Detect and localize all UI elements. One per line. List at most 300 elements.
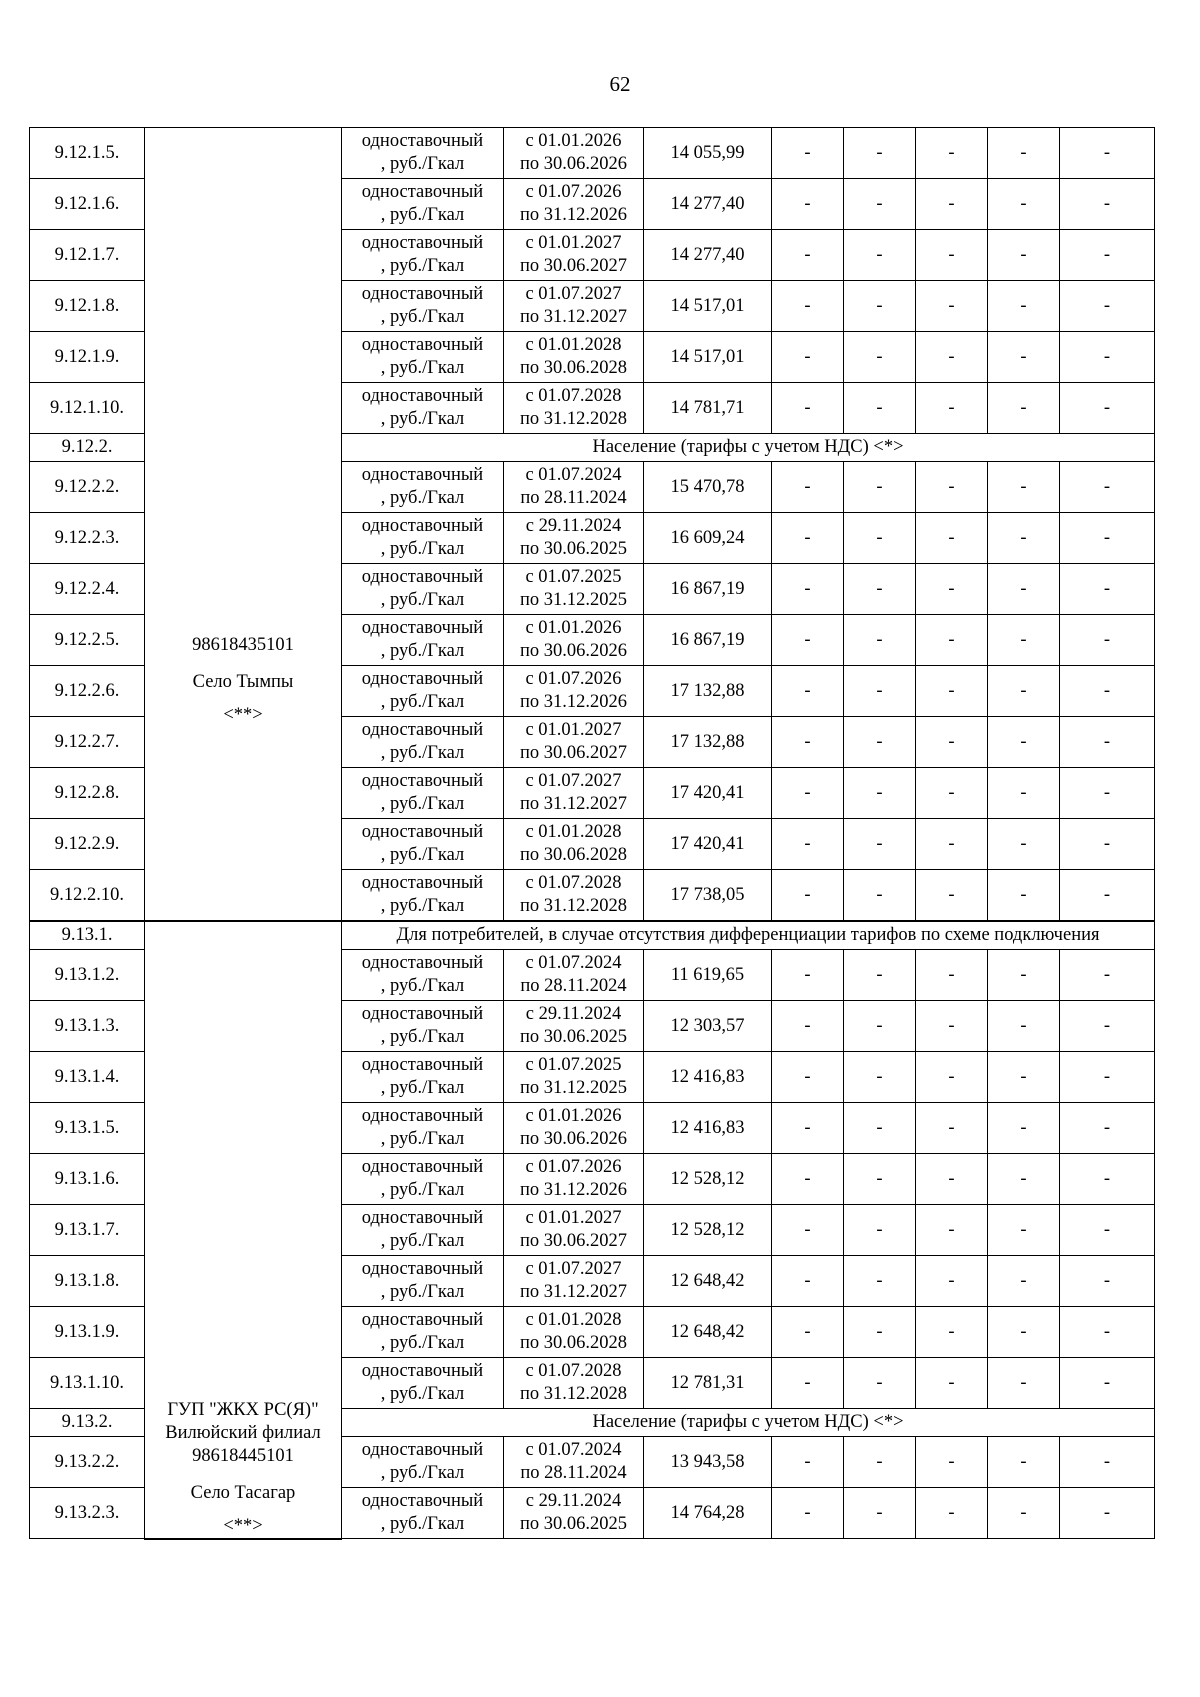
tariff-value-cell: 12 416,83 xyxy=(644,1052,772,1103)
empty-value-cell: - xyxy=(1060,819,1155,870)
empty-value-cell: - xyxy=(988,332,1060,383)
empty-value-cell: - xyxy=(844,666,916,717)
empty-value-cell: - xyxy=(1060,179,1155,230)
tariff-value-cell: 12 528,12 xyxy=(644,1154,772,1205)
period-to: по 31.12.2026 xyxy=(519,1180,628,1200)
empty-value-cell: - xyxy=(1060,383,1155,434)
period-cell xyxy=(504,179,644,230)
empty-value-cell: - xyxy=(916,1001,988,1052)
empty-value-cell: - xyxy=(988,1103,1060,1154)
empty-value-cell: - xyxy=(916,768,988,819)
period-from: с 01.07.2024 xyxy=(525,465,622,485)
footnote-mark: <**> xyxy=(223,1515,263,1536)
tariff-unit-line: , руб./Гкал xyxy=(380,1180,465,1200)
empty-value-cell: - xyxy=(1060,332,1155,383)
empty-value-cell: - xyxy=(772,1052,844,1103)
tariff-type-cell xyxy=(342,179,504,230)
period-from: с 01.01.2028 xyxy=(525,1310,622,1330)
tariff-table-body xyxy=(30,128,1155,1539)
row-number-cell: 9.12.2.5. xyxy=(30,615,145,666)
empty-value-cell: - xyxy=(1060,1488,1155,1539)
period-cell xyxy=(504,1052,644,1103)
empty-value-cell: - xyxy=(772,819,844,870)
empty-value-cell: - xyxy=(988,128,1060,179)
empty-value-cell: - xyxy=(772,717,844,768)
empty-value-cell: - xyxy=(844,1358,916,1409)
empty-value-cell: - xyxy=(844,1001,916,1052)
empty-value-cell: - xyxy=(1060,1154,1155,1205)
period-to: по 30.06.2026 xyxy=(519,641,628,661)
empty-value-cell: - xyxy=(988,513,1060,564)
empty-value-cell: - xyxy=(844,513,916,564)
empty-value-cell: - xyxy=(772,1437,844,1488)
empty-value-cell: - xyxy=(988,383,1060,434)
tariff-unit-line: , руб./Гкал xyxy=(380,976,465,996)
tariff-type-cell xyxy=(342,819,504,870)
empty-value-cell: - xyxy=(844,1307,916,1358)
tariff-unit-line: , руб./Гкал xyxy=(380,1078,465,1098)
row-number-cell: 9.13.1.7. xyxy=(30,1205,145,1256)
empty-value-cell: - xyxy=(772,870,844,922)
tariff-type-line: одноставочный xyxy=(361,1310,484,1330)
tariff-value-cell: 17 420,41 xyxy=(644,768,772,819)
empty-value-cell: - xyxy=(1060,768,1155,819)
empty-value-cell: - xyxy=(1060,230,1155,281)
spacer xyxy=(149,657,337,671)
empty-value-cell: - xyxy=(844,1205,916,1256)
tariff-type-cell xyxy=(342,1205,504,1256)
period-to: по 31.12.2026 xyxy=(519,205,628,225)
empty-value-cell: - xyxy=(1060,1205,1155,1256)
period-to: по 30.06.2027 xyxy=(519,256,628,276)
period-to: по 30.06.2025 xyxy=(519,1027,628,1047)
tariff-type-line: одноставочный xyxy=(361,1440,484,1460)
empty-value-cell: - xyxy=(844,615,916,666)
row-number-cell: 9.12.1.8. xyxy=(30,281,145,332)
period-cell xyxy=(504,1103,644,1154)
row-number-cell: 9.12.2.4. xyxy=(30,564,145,615)
empty-value-cell: - xyxy=(772,1358,844,1409)
tariff-type-line: одноставочный xyxy=(361,182,484,202)
empty-value-cell: - xyxy=(844,1154,916,1205)
tariff-type-line: одноставочный xyxy=(361,1157,484,1177)
period-from: с 01.07.2026 xyxy=(525,1157,622,1177)
tariff-type-line: одноставочный xyxy=(361,1208,484,1228)
empty-value-cell: - xyxy=(916,1256,988,1307)
tariff-table xyxy=(29,127,1155,1540)
row-number-cell: 9.13.1.2. xyxy=(30,950,145,1001)
empty-value-cell: - xyxy=(844,1256,916,1307)
okato-code: 98618435101 xyxy=(192,635,294,655)
row-number-cell: 9.12.2.8. xyxy=(30,768,145,819)
period-cell xyxy=(504,950,644,1001)
tariff-type-line: одноставочный xyxy=(361,386,484,406)
period-cell xyxy=(504,281,644,332)
tariff-value-cell: 14 781,71 xyxy=(644,383,772,434)
okato-code: 98618445101 xyxy=(192,1445,294,1466)
empty-value-cell: - xyxy=(772,332,844,383)
period-to: по 31.12.2027 xyxy=(519,307,628,327)
tariff-value-cell: 16 867,19 xyxy=(644,564,772,615)
empty-value-cell: - xyxy=(916,462,988,513)
tariff-unit-line: , руб./Гкал xyxy=(380,794,465,814)
empty-value-cell: - xyxy=(988,1205,1060,1256)
tariff-type-cell xyxy=(342,1103,504,1154)
tariff-unit-line: , руб./Гкал xyxy=(380,154,465,174)
period-cell xyxy=(504,1001,644,1052)
empty-value-cell: - xyxy=(916,1358,988,1409)
tariff-type-cell xyxy=(342,1358,504,1409)
empty-value-cell: - xyxy=(772,462,844,513)
tariff-unit-line: , руб./Гкал xyxy=(380,1129,465,1149)
empty-value-cell: - xyxy=(772,666,844,717)
period-to: по 30.06.2027 xyxy=(519,1231,628,1251)
empty-value-cell: - xyxy=(772,513,844,564)
empty-value-cell: - xyxy=(772,1205,844,1256)
tariff-value-cell: 12 416,83 xyxy=(644,1103,772,1154)
tariff-type-line: одноставочный xyxy=(361,1055,484,1075)
empty-value-cell: - xyxy=(1060,615,1155,666)
tariff-value-cell: 11 619,65 xyxy=(644,950,772,1001)
row-number-cell: 9.12.1.6. xyxy=(30,179,145,230)
empty-value-cell: - xyxy=(988,1307,1060,1358)
empty-value-cell: - xyxy=(988,870,1060,922)
period-to: по 31.12.2027 xyxy=(519,1282,628,1302)
empty-value-cell: - xyxy=(1060,950,1155,1001)
empty-value-cell: - xyxy=(916,717,988,768)
empty-value-cell: - xyxy=(1060,1358,1155,1409)
period-to: по 31.12.2025 xyxy=(519,590,628,610)
tariff-unit-line: , руб./Гкал xyxy=(380,1027,465,1047)
period-from: с 01.07.2025 xyxy=(525,1055,622,1075)
tariff-type-cell xyxy=(342,1154,504,1205)
period-from: с 01.01.2028 xyxy=(525,335,622,355)
period-cell xyxy=(504,768,644,819)
tariff-unit-line: , руб./Гкал xyxy=(380,488,465,508)
empty-value-cell: - xyxy=(1060,462,1155,513)
empty-value-cell: - xyxy=(988,666,1060,717)
empty-value-cell: - xyxy=(988,1358,1060,1409)
empty-value-cell: - xyxy=(916,383,988,434)
empty-value-cell: - xyxy=(916,332,988,383)
empty-value-cell: - xyxy=(772,1103,844,1154)
empty-value-cell: - xyxy=(988,1154,1060,1205)
empty-value-cell: - xyxy=(772,564,844,615)
empty-value-cell: - xyxy=(1060,513,1155,564)
tariff-value-cell: 17 738,05 xyxy=(644,870,772,922)
tariff-type-cell xyxy=(342,870,504,922)
row-number-cell: 9.13.1.10. xyxy=(30,1358,145,1409)
period-to: по 31.12.2027 xyxy=(519,794,628,814)
table-row xyxy=(30,128,1155,179)
tariff-value-cell: 14 055,99 xyxy=(644,128,772,179)
row-number-cell: 9.13.2.2. xyxy=(30,1437,145,1488)
empty-value-cell: - xyxy=(916,564,988,615)
empty-value-cell: - xyxy=(1060,1103,1155,1154)
empty-value-cell: - xyxy=(844,819,916,870)
tariff-type-line: одноставочный xyxy=(361,284,484,304)
period-cell xyxy=(504,717,644,768)
empty-value-cell: - xyxy=(988,1001,1060,1052)
tariff-unit-line: , руб./Гкал xyxy=(380,1514,465,1534)
tariff-value-cell: 17 420,41 xyxy=(644,819,772,870)
period-from: с 01.07.2024 xyxy=(525,1440,622,1460)
tariff-unit-line: , руб./Гкал xyxy=(380,307,465,327)
empty-value-cell: - xyxy=(1060,1437,1155,1488)
tariff-type-line: одноставочный xyxy=(361,335,484,355)
empty-value-cell: - xyxy=(1060,281,1155,332)
tariff-type-line: одноставочный xyxy=(361,953,484,973)
tariff-type-line: одноставочный xyxy=(361,1491,484,1511)
tariff-type-cell xyxy=(342,666,504,717)
row-number-cell: 9.12.1.10. xyxy=(30,383,145,434)
empty-value-cell: - xyxy=(844,462,916,513)
empty-value-cell: - xyxy=(1060,128,1155,179)
row-number-cell: 9.13.1.3. xyxy=(30,1001,145,1052)
tariff-type-line: одноставочный xyxy=(361,567,484,587)
tariff-value-cell: 16 867,19 xyxy=(644,615,772,666)
tariff-type-cell xyxy=(342,128,504,179)
empty-value-cell: - xyxy=(916,513,988,564)
period-to: по 30.06.2027 xyxy=(519,743,628,763)
tariff-unit-line: , руб./Гкал xyxy=(380,539,465,559)
period-cell xyxy=(504,1205,644,1256)
empty-value-cell: - xyxy=(1060,666,1155,717)
tariff-type-cell xyxy=(342,1488,504,1539)
table-section-row xyxy=(30,921,1155,950)
tariff-value-cell: 17 132,88 xyxy=(644,717,772,768)
period-cell xyxy=(504,615,644,666)
empty-value-cell: - xyxy=(1060,717,1155,768)
tariff-value-cell: 14 277,40 xyxy=(644,179,772,230)
period-to: по 31.12.2028 xyxy=(519,409,628,429)
tariff-type-line: одноставочный xyxy=(361,131,484,151)
tariff-type-cell xyxy=(342,1307,504,1358)
empty-value-cell: - xyxy=(1060,1256,1155,1307)
empty-value-cell: - xyxy=(772,768,844,819)
spacer xyxy=(149,694,337,704)
empty-value-cell: - xyxy=(988,1488,1060,1539)
empty-value-cell: - xyxy=(916,615,988,666)
tariff-type-cell xyxy=(342,383,504,434)
empty-value-cell: - xyxy=(772,383,844,434)
tariff-unit-line: , руб./Гкал xyxy=(380,1282,465,1302)
organization-name-line: ГУП "ЖКХ РС(Я)" xyxy=(167,1399,319,1420)
section-heading: Население (тарифы с учетом НДС) <*> xyxy=(342,434,1155,462)
tariff-value-cell: 12 528,12 xyxy=(644,1205,772,1256)
tariff-unit-line: , руб./Гкал xyxy=(380,1231,465,1251)
period-from: с 01.07.2024 xyxy=(525,953,622,973)
empty-value-cell: - xyxy=(844,717,916,768)
period-to: по 30.06.2028 xyxy=(519,845,628,865)
tariff-type-line: одноставочный xyxy=(361,822,484,842)
tariff-value-cell: 12 303,57 xyxy=(644,1001,772,1052)
row-number-cell: 9.12.2.3. xyxy=(30,513,145,564)
tariff-type-cell xyxy=(342,768,504,819)
period-to: по 30.06.2028 xyxy=(519,1333,628,1353)
tariff-unit-line: , руб./Гкал xyxy=(380,205,465,225)
tariff-value-cell: 12 648,42 xyxy=(644,1307,772,1358)
period-cell xyxy=(504,1488,644,1539)
tariff-type-line: одноставочный xyxy=(361,1004,484,1024)
empty-value-cell: - xyxy=(772,1154,844,1205)
empty-value-cell: - xyxy=(1060,1052,1155,1103)
tariff-value-cell: 14 517,01 xyxy=(644,281,772,332)
row-number-cell: 9.13.1. xyxy=(30,921,145,950)
tariff-type-cell xyxy=(342,950,504,1001)
empty-value-cell: - xyxy=(916,1488,988,1539)
empty-value-cell: - xyxy=(1060,564,1155,615)
empty-value-cell: - xyxy=(844,1488,916,1539)
tariff-unit-line: , руб./Гкал xyxy=(380,1333,465,1353)
empty-value-cell: - xyxy=(916,1307,988,1358)
period-cell xyxy=(504,332,644,383)
empty-value-cell: - xyxy=(916,1052,988,1103)
period-from: с 01.07.2027 xyxy=(525,284,622,304)
tariff-type-line: одноставочный xyxy=(361,1106,484,1126)
empty-value-cell: - xyxy=(916,128,988,179)
empty-value-cell: - xyxy=(988,819,1060,870)
empty-value-cell: - xyxy=(988,230,1060,281)
tariff-unit-line: , руб./Гкал xyxy=(380,692,465,712)
period-from: с 01.01.2027 xyxy=(525,233,622,253)
empty-value-cell: - xyxy=(1060,1307,1155,1358)
period-to: по 30.06.2025 xyxy=(519,539,628,559)
tariff-type-line: одноставочный xyxy=(361,873,484,893)
empty-value-cell: - xyxy=(772,230,844,281)
tariff-unit-line: , руб./Гкал xyxy=(380,845,465,865)
tariff-type-line: одноставочный xyxy=(361,233,484,253)
period-from: с 01.07.2028 xyxy=(525,1361,622,1381)
empty-value-cell: - xyxy=(772,1307,844,1358)
row-number-cell: 9.12.1.7. xyxy=(30,230,145,281)
period-from: с 01.01.2026 xyxy=(525,1106,622,1126)
footnote-mark: <**> xyxy=(223,705,263,725)
empty-value-cell: - xyxy=(844,1052,916,1103)
row-number-cell: 9.13.2.3. xyxy=(30,1488,145,1539)
section-heading: Население (тарифы с учетом НДС) <*> xyxy=(342,1409,1155,1437)
period-from: с 01.01.2027 xyxy=(525,720,622,740)
tariff-type-line: одноставочный xyxy=(361,1361,484,1381)
row-number-cell: 9.13.1.6. xyxy=(30,1154,145,1205)
tariff-type-cell xyxy=(342,564,504,615)
empty-value-cell: - xyxy=(988,564,1060,615)
period-to: по 28.11.2024 xyxy=(520,976,627,996)
period-from: с 01.01.2027 xyxy=(525,1208,622,1228)
tariff-unit-line: , руб./Гкал xyxy=(380,590,465,610)
tariff-unit-line: , руб./Гкал xyxy=(380,896,465,916)
period-cell xyxy=(504,230,644,281)
tariff-type-cell xyxy=(342,332,504,383)
tariff-type-cell xyxy=(342,1001,504,1052)
tariff-unit-line: , руб./Гкал xyxy=(380,641,465,661)
empty-value-cell: - xyxy=(772,1488,844,1539)
empty-value-cell: - xyxy=(772,179,844,230)
period-from: с 01.01.2026 xyxy=(525,131,622,151)
empty-value-cell: - xyxy=(916,950,988,1001)
empty-value-cell: - xyxy=(916,1437,988,1488)
empty-value-cell: - xyxy=(844,768,916,819)
period-from: с 01.07.2028 xyxy=(525,873,622,893)
tariff-type-line: одноставочный xyxy=(361,618,484,638)
empty-value-cell: - xyxy=(988,1256,1060,1307)
period-from: с 01.07.2025 xyxy=(525,567,622,587)
period-from: с 01.07.2028 xyxy=(525,386,622,406)
period-from: с 29.11.2024 xyxy=(525,1491,622,1511)
tariff-value-cell: 14 764,28 xyxy=(644,1488,772,1539)
row-number-cell: 9.12.2.10. xyxy=(30,870,145,922)
row-number-cell: 9.12.2.6. xyxy=(30,666,145,717)
period-to: по 30.06.2028 xyxy=(519,358,628,378)
period-cell xyxy=(504,383,644,434)
empty-value-cell: - xyxy=(988,717,1060,768)
empty-value-cell: - xyxy=(772,1001,844,1052)
empty-value-cell: - xyxy=(844,128,916,179)
period-to: по 31.12.2025 xyxy=(519,1078,628,1098)
empty-value-cell: - xyxy=(844,1437,916,1488)
empty-value-cell: - xyxy=(988,462,1060,513)
period-cell xyxy=(504,462,644,513)
tariff-type-cell xyxy=(342,1256,504,1307)
tariff-unit-line: , руб./Гкал xyxy=(380,409,465,429)
empty-value-cell: - xyxy=(988,281,1060,332)
tariff-unit-line: , руб./Гкал xyxy=(380,256,465,276)
row-number-cell: 9.13.1.4. xyxy=(30,1052,145,1103)
section-heading: Для потребителей, в случае отсутствия дифференциации тарифов по схеме подключения xyxy=(342,921,1155,950)
period-cell xyxy=(504,513,644,564)
row-number-cell: 9.12.2.2. xyxy=(30,462,145,513)
empty-value-cell: - xyxy=(1060,1001,1155,1052)
empty-value-cell: - xyxy=(772,950,844,1001)
organization-cell xyxy=(145,128,342,922)
row-number-cell: 9.12.2.9. xyxy=(30,819,145,870)
empty-value-cell: - xyxy=(988,768,1060,819)
organization-block xyxy=(149,959,337,1538)
row-number-cell: 9.13.1.5. xyxy=(30,1103,145,1154)
empty-value-cell: - xyxy=(772,281,844,332)
row-number-cell: 9.13.1.8. xyxy=(30,1256,145,1307)
period-to: по 30.06.2025 xyxy=(519,1514,628,1534)
row-number-cell: 9.12.1.9. xyxy=(30,332,145,383)
period-from: с 29.11.2024 xyxy=(525,1004,622,1024)
spacer xyxy=(149,1505,337,1515)
tariff-type-cell xyxy=(342,462,504,513)
tariff-type-line: одноставочный xyxy=(361,516,484,536)
period-to: по 30.06.2026 xyxy=(519,1129,628,1149)
tariff-value-cell: 15 470,78 xyxy=(644,462,772,513)
row-number-cell: 9.13.1.9. xyxy=(30,1307,145,1358)
tariff-type-line: одноставочный xyxy=(361,720,484,740)
empty-value-cell: - xyxy=(844,383,916,434)
empty-value-cell: - xyxy=(844,332,916,383)
tariff-type-cell xyxy=(342,717,504,768)
empty-value-cell: - xyxy=(988,950,1060,1001)
empty-value-cell: - xyxy=(844,950,916,1001)
empty-value-cell: - xyxy=(988,1052,1060,1103)
tariff-value-cell: 16 609,24 xyxy=(644,513,772,564)
empty-value-cell: - xyxy=(916,281,988,332)
empty-value-cell: - xyxy=(916,819,988,870)
tariff-value-cell: 14 277,40 xyxy=(644,230,772,281)
organization-cell xyxy=(145,921,342,1539)
settlement-name: Село Тасагар xyxy=(190,1482,296,1503)
organization-name-line: Вилюйский филиал xyxy=(165,1422,321,1443)
page-number: 62 xyxy=(609,72,631,96)
empty-value-cell: - xyxy=(844,1103,916,1154)
settlement-name: Село Тымпы xyxy=(192,672,294,692)
period-from: с 01.07.2027 xyxy=(525,1259,622,1279)
period-to: по 31.12.2028 xyxy=(519,896,628,916)
